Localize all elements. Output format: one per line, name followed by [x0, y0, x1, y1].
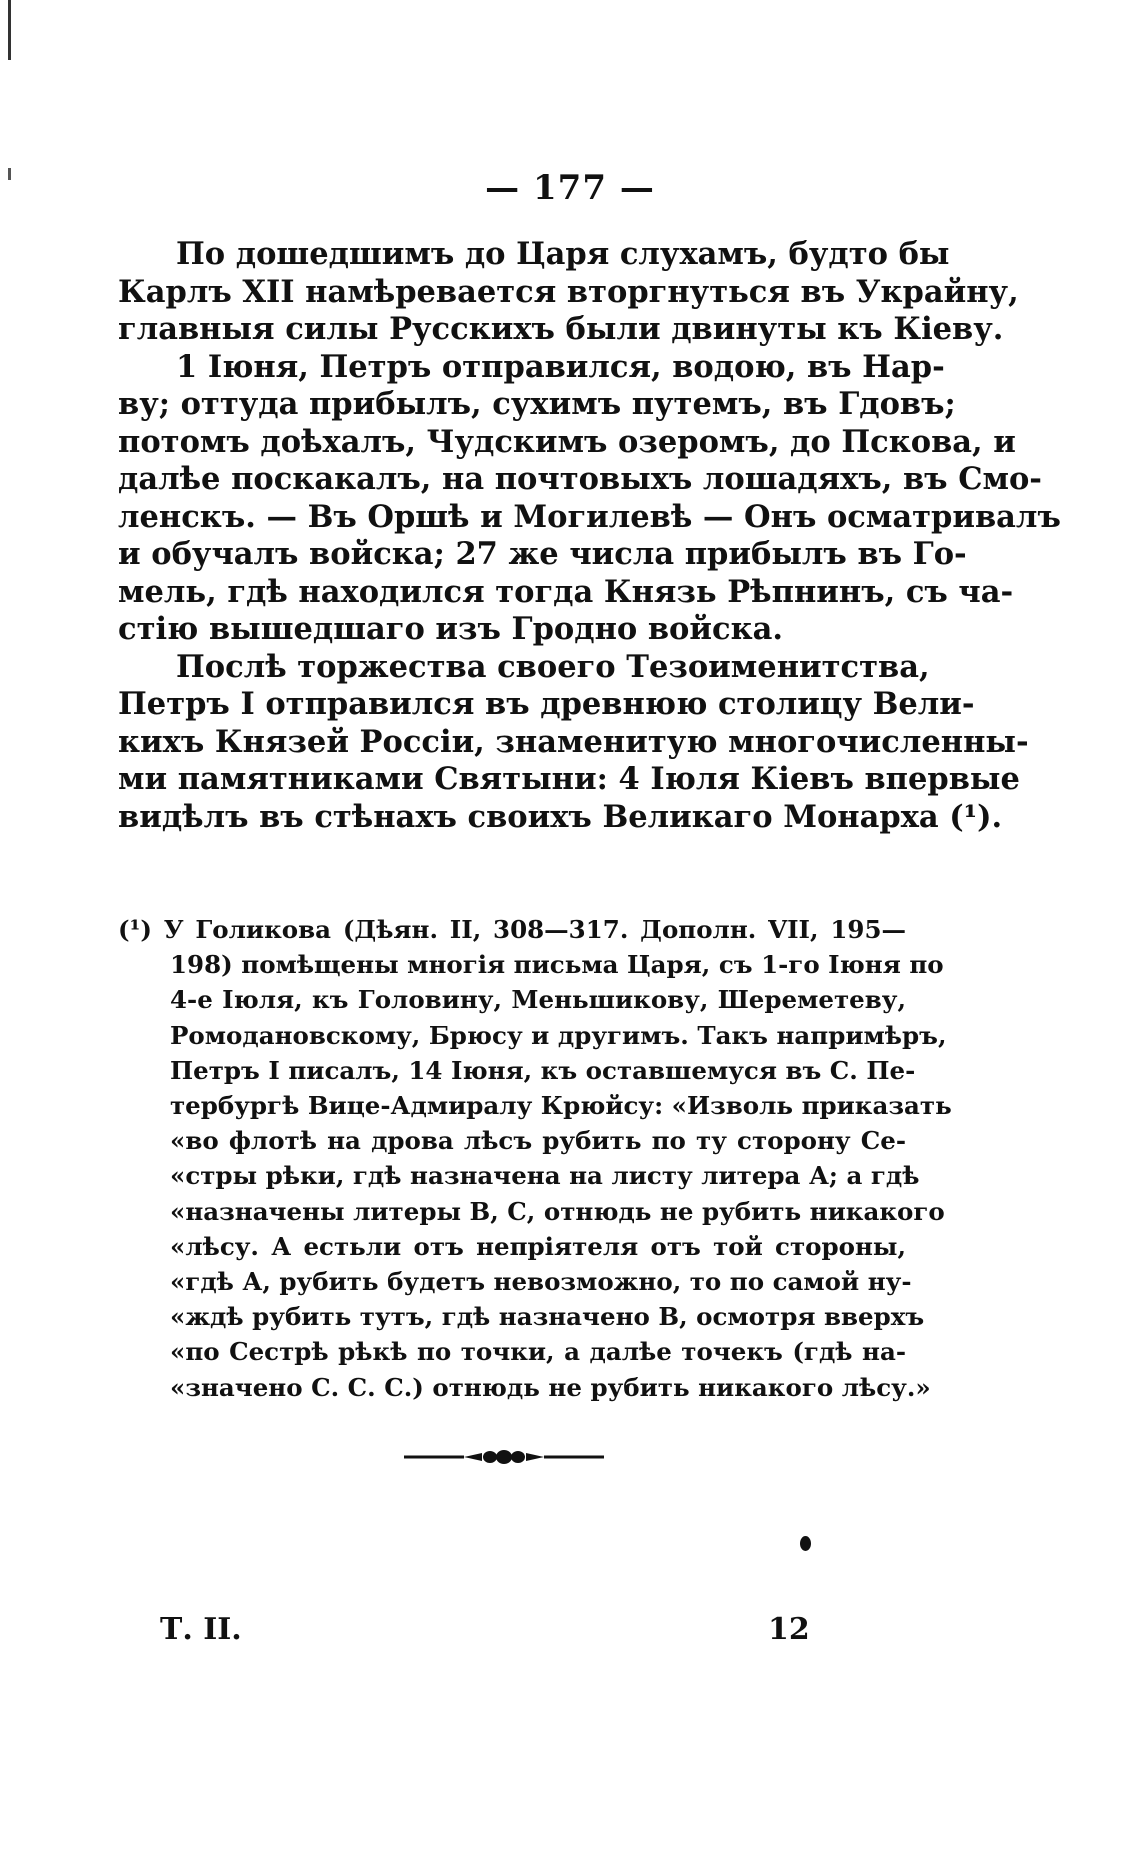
text-line: 1 Іюня, Петръ отправился, водою, въ Нар- — [176, 348, 945, 385]
text-line: потомъ доѣхалъ, Чудскимъ озеромъ, до Пскова, и — [118, 423, 1016, 460]
footnote-line: (¹) У Голикова (Дѣян. II, 308—317. Дополн. VII, 195— — [118, 915, 906, 944]
text-line: ми памятниками Святыни: 4 Іюля Кіевъ впервые — [118, 761, 1020, 797]
text-line: Петръ I отправился въ древнюю столицу Вели- — [118, 686, 975, 722]
text-line: и обучалъ войска; 27 же числа прибылъ въ Го- — [118, 536, 967, 572]
footnote-line: «лѣсу. А естьли отъ непріятеля отъ той стороны, — [170, 1231, 906, 1261]
footnote-line: «во флотѣ на дрова лѣсъ рубить по ту сторону Се- — [170, 1126, 906, 1156]
text-line: ву; оттуда прибылъ, сухимъ путемъ, въ Гдовъ; — [118, 386, 956, 422]
footnote-line: «назначены литеры В, С, отнюдь не рубить никакого — [170, 1196, 945, 1226]
footnote-line: «гдѣ А, рубить будетъ невозможно, то по самой ну- — [170, 1267, 912, 1297]
text-line: мель, гдѣ находился тогда Князь Рѣпнинъ, съ ча- — [118, 573, 1014, 610]
footnote-line: «стры рѣки, гдѣ назначена на листу литера А; а гдѣ — [170, 1161, 920, 1191]
text-line: ленскъ. — Въ Оршѣ и Могилевѣ — Онъ осматривалъ — [118, 498, 1061, 535]
printer-signature: Т. II. — [160, 1612, 242, 1647]
ink-dot — [800, 1536, 811, 1551]
footnote-line: Петръ I писалъ, 14 Іюня, къ оставшемуся въ С. Пе- — [170, 1055, 916, 1085]
text-line: стію вышедшаго изъ Гродно войска. — [118, 611, 783, 647]
sheet-number: 12 — [768, 1612, 810, 1647]
text-line: По дошедшимъ до Царя слухамъ, будто бы — [176, 236, 950, 272]
footnote-line: «ждѣ рубить тутъ, гдѣ назначено В, осмотря вверхъ — [170, 1302, 925, 1332]
footnote-line: «по Сестрѣ рѣкѣ по точки, а далѣе точекъ (гдѣ на- — [170, 1337, 906, 1367]
body-text — [118, 236, 1061, 836]
text-line: Послѣ торжества своего Тезоименитства, — [176, 648, 930, 685]
page-number: — 177 — — [485, 168, 655, 208]
footnote-line: «значено С. С. С.) отнюдь не рубить никакого лѣсу.» — [170, 1372, 931, 1402]
scan-edge-mark — [8, 0, 11, 60]
footnote-line: тербургѣ Вице-Адмиралу Крюйсу: «Изволь приказать — [170, 1091, 952, 1121]
text-line: главныя силы Русскихъ были двинуты къ Кіеву. — [118, 311, 1004, 347]
footnote — [118, 912, 952, 1405]
text-line: Карлъ XII намѣревается вторгнуться въ Украйну, — [118, 273, 1019, 310]
footnote-line: Ромодановскому, Брюсу и другимъ. Такъ напримѣръ, — [170, 1020, 947, 1050]
text-line: далѣе поскакалъ, на почтовыхъ лошадяхъ, въ Смо- — [118, 461, 1042, 497]
text-line: видѣлъ въ стѣнахъ своихъ Великаго Монарха (¹). — [118, 798, 1003, 835]
footnote-line: 4-е Іюля, къ Головину, Меньшикову, Шереметеву, — [170, 985, 906, 1015]
text-line: кихъ Князей Россіи, знаменитую многочисленны- — [118, 723, 1029, 760]
ornament-divider — [404, 1447, 604, 1467]
footnote-line: 198) помѣщены многія письма Царя, съ 1-го Іюня по — [170, 950, 944, 980]
